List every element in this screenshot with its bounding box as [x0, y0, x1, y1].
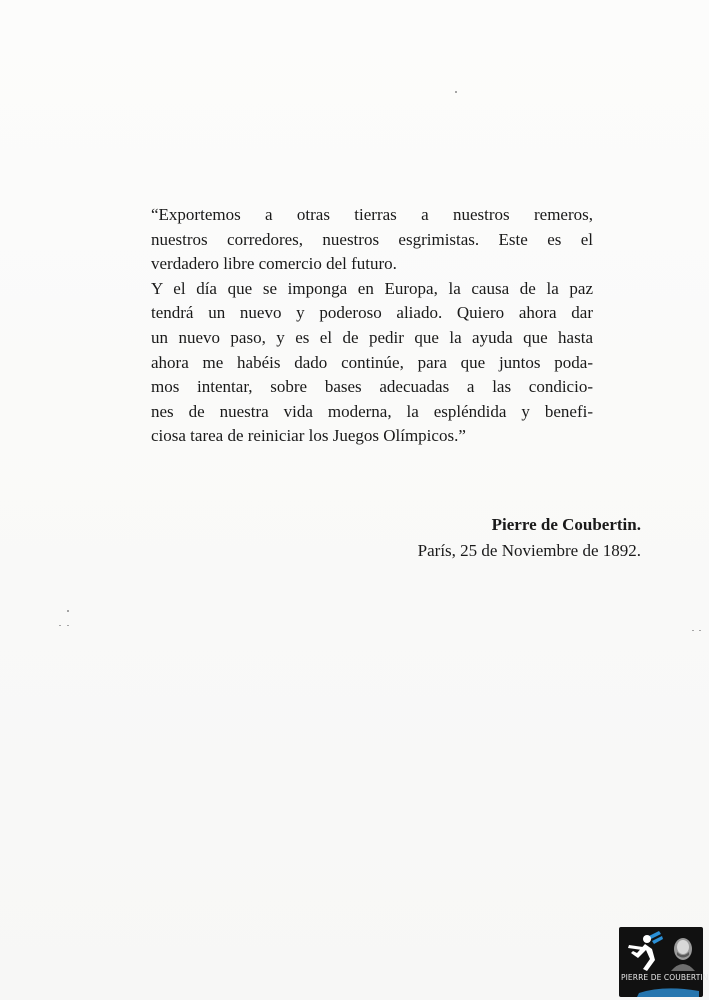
quote-line: verdadero libre comercio del futuro. [151, 254, 397, 274]
quote-line: un nuevo paso, y es el de pedir que la ayuda que hasta [151, 327, 593, 347]
quote-line: nuestros corredores, nuestros esgrimistas. Este es el [151, 229, 593, 249]
author-name: Pierre de Coubertin. [491, 515, 641, 534]
quote-line: Y el día que se imponga en Europa, la causa de la paz [151, 278, 593, 298]
quote-line: tendrá un nuevo y poderoso aliado. Quiero ahora dar [151, 303, 593, 323]
scan-speck [67, 625, 69, 626]
quote-line: “Exportemos a otras tierras a nuestros remeros, [151, 205, 593, 224]
quote-line: mos intentar, sobre bases adecuadas a las condicio- [151, 377, 593, 397]
quote-line: nes de nuestra vida moderna, la espléndida y benefi- [151, 401, 593, 421]
logo-text: PIERRE DE COUBERTIN [621, 973, 709, 982]
place-date: París, 25 de Noviembre de 1892. [417, 541, 641, 560]
quote-paragraph [151, 203, 593, 449]
quote-line: ciosa tarea de reiniciar los Juegos Olímpicos.” [151, 426, 466, 446]
runner-icon [619, 927, 709, 997]
scan-speck [67, 610, 69, 612]
scan-speck [692, 630, 694, 631]
signature-block [418, 512, 641, 564]
scan-speck [59, 625, 61, 626]
coubertin-logo [619, 927, 709, 997]
scan-speck [455, 91, 457, 93]
scan-speck [699, 630, 701, 631]
quote-line: ahora me habéis dado continúe, para que juntos poda- [151, 352, 593, 372]
